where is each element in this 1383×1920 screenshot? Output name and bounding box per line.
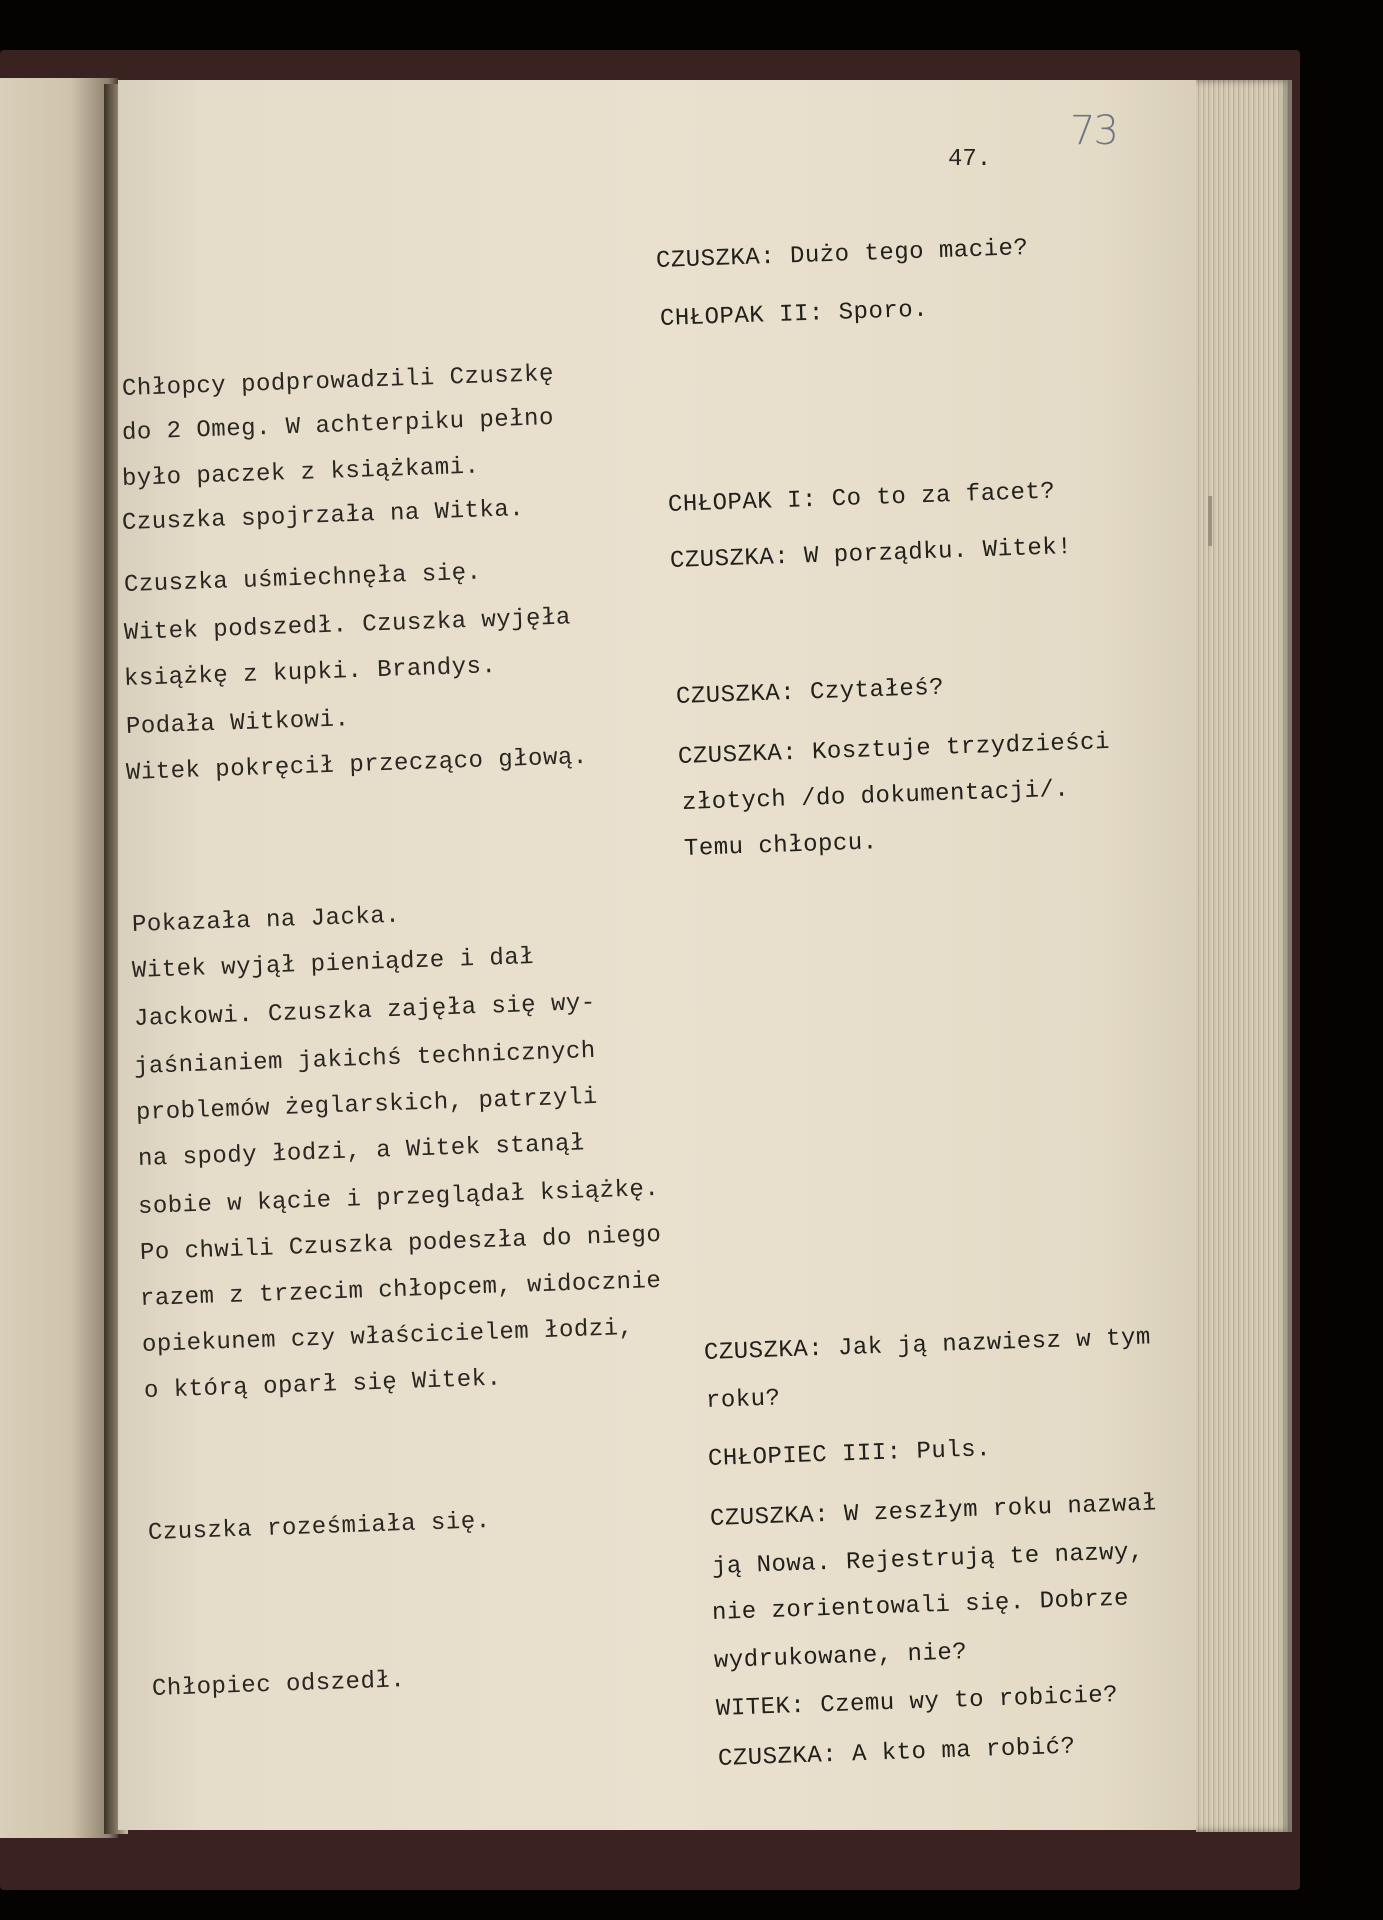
dialogue-line: WITEK: Czemu wy to robicie? — [715, 1681, 1119, 1723]
dialogue-line: CZUSZKA: W zeszłym roku nazwał — [709, 1490, 1158, 1533]
dialogue-line: CZUSZKA: Czytałeś? — [675, 674, 945, 711]
left-line: Chłopcy podprowadzili Czuszkę — [121, 360, 555, 403]
left-line: o którą oparł się Witek. — [143, 1365, 502, 1405]
margin-mark — [1208, 496, 1212, 546]
handwritten-page-number: 73 — [1070, 108, 1117, 154]
dialogue-line: CZUSZKA: A kto ma robić? — [717, 1733, 1076, 1773]
dialogue-line: CHŁOPAK II: Sporo. — [659, 296, 929, 333]
left-line: sobie w kącie i przeglądał książkę. — [137, 1175, 660, 1221]
left-line: jaśnianiem jakichś technicznych — [133, 1037, 597, 1081]
left-line: opiekunem czy właścicielem łodzi, — [141, 1314, 634, 1359]
dialogue-line: Temu chłopcu. — [683, 829, 879, 863]
left-line: książkę z kupki. Brandys. — [123, 653, 497, 693]
dialogue-line: roku? — [705, 1385, 781, 1415]
left-line: razem z trzecim chłopcem, widocznie — [139, 1267, 662, 1313]
left-line: Podała Witkowi. — [125, 706, 350, 741]
dialogue-line: CZUSZKA: Dużo tego macie? — [655, 235, 1029, 275]
page-stack-edge — [1196, 80, 1292, 1832]
dialogue-line: CHŁOPIEC III: Puls. — [707, 1436, 992, 1473]
dialogue-line: CHŁOPAK I: Co to za facet? — [667, 478, 1056, 519]
page-number: 47. — [948, 146, 992, 173]
dialogue-line: złotych /do dokumentacji/. — [681, 776, 1070, 817]
left-line: Pokazała na Jacka. — [131, 902, 401, 939]
left-line: do 2 Omeg. W achterpiku pełno — [121, 404, 555, 447]
dialogue-line: nie zorientowali się. Dobrze — [711, 1585, 1130, 1627]
left-line: Czuszka spojrzała na Witka. — [121, 495, 525, 537]
dialogue-line: CZUSZKA: W porządku. Witek! — [669, 533, 1073, 575]
left-line: problemów żeglarskich, patrzyli — [135, 1083, 599, 1127]
left-line: Po chwili Czuszka podeszła do niego — [139, 1221, 662, 1267]
left-line: Czuszka uśmiechnęła się. — [123, 559, 482, 599]
left-line: Witek pokręcił przecząco głową. — [125, 743, 589, 787]
dialogue-line: CZUSZKA: Kosztuje trzydzieści — [677, 728, 1111, 771]
left-page-edge — [0, 78, 118, 1838]
left-line: Witek podszedł. Czuszka wyjęła — [123, 604, 572, 647]
left-line: Witek wyjął pieniądze i dał — [131, 943, 535, 985]
left-line: Jackowi. Czuszka zajęła się wy- — [133, 989, 597, 1033]
dialogue-line: ją Nowa. Rejestrują te nazwy, — [711, 1538, 1145, 1581]
left-line: Chłopiec odszedł. — [151, 1667, 406, 1703]
left-line: było paczek z książkami. — [121, 453, 480, 493]
left-line: na spody łodzi, a Witek stanął — [137, 1130, 586, 1173]
dialogue-line: CZUSZKA: Jak ją nazwiesz w tym — [703, 1324, 1152, 1367]
left-line: Czuszka roześmiała się. — [147, 1508, 492, 1547]
dialogue-line: wydrukowane, nie? — [713, 1639, 968, 1675]
